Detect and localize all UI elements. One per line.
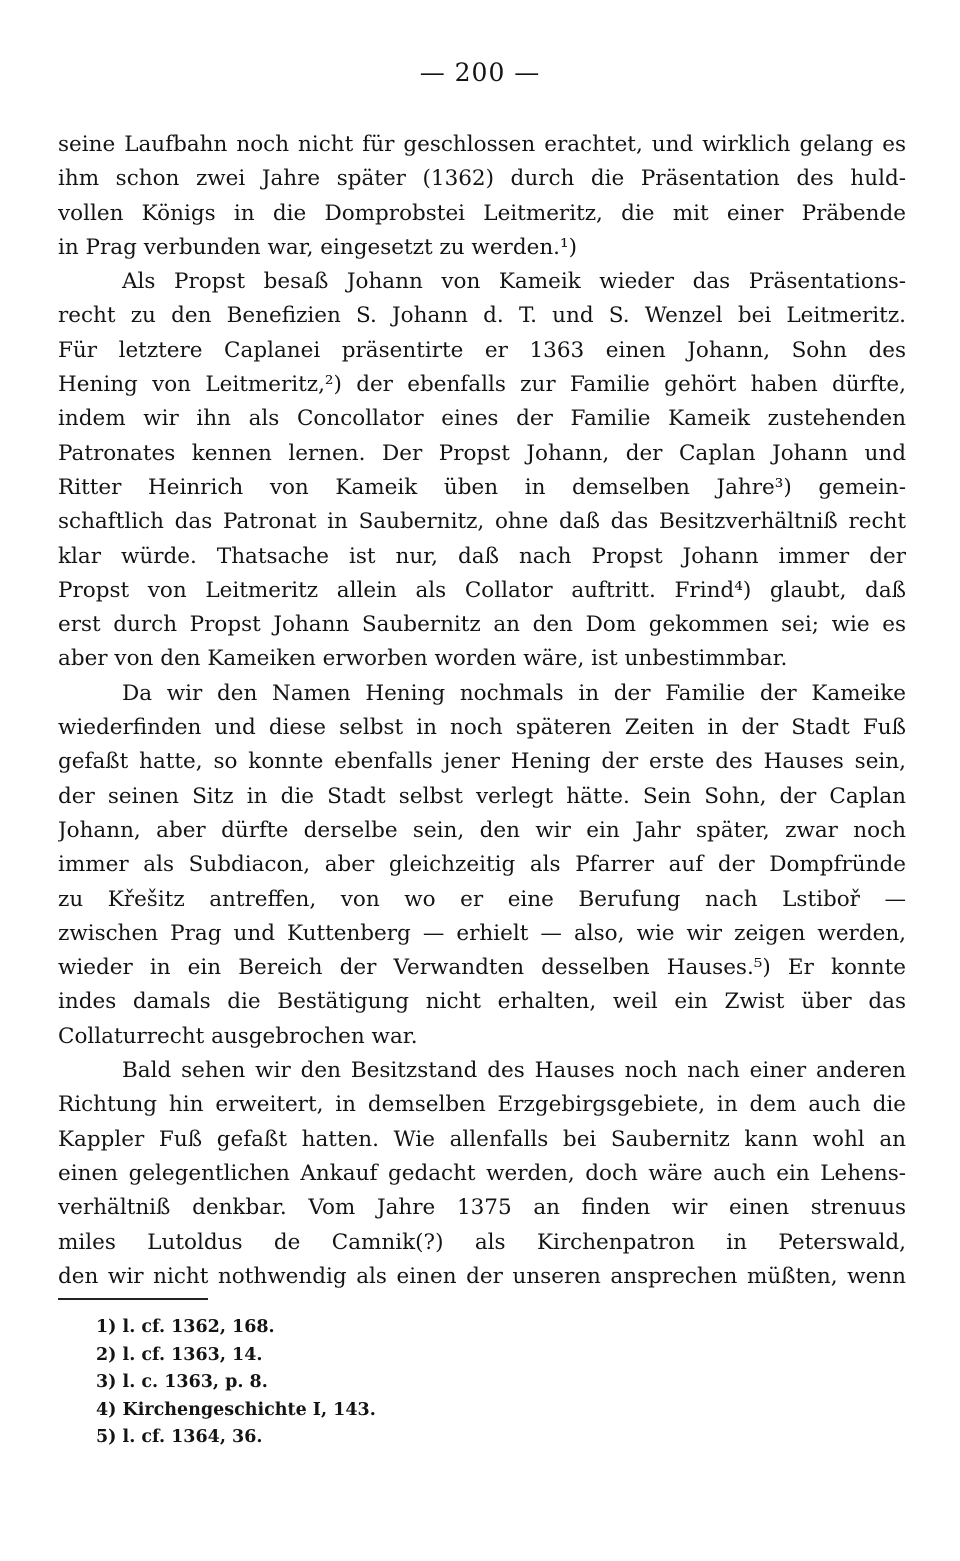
- text-line: erst durch Propst Johann Saubernitz an den Dom gekommen sei; wie es: [58, 612, 906, 638]
- text-line: Ritter Heinrich von Kameik üben in demselben Jahre³) gemein-: [58, 474, 906, 500]
- text-line: immer als Subdiacon, aber gleichzeitig als Pfarrer auf der Dompfründe: [58, 852, 906, 878]
- text-line: gefaßt hatte, so konnte ebenfalls jener Hening der erste des Hauses sein,: [58, 749, 906, 775]
- text-line: Richtung hin erweitert, in demselben Erzgebirgsgebiete, in dem auch die: [58, 1092, 906, 1118]
- text-line: aber von den Kameiken erworben worden wäre, ist unbestimmbar.: [58, 646, 788, 672]
- text-line: in Prag verbunden war, eingesetzt zu werden.¹): [58, 234, 578, 260]
- text-line: schaftlich das Patronat in Saubernitz, ohne daß das Besitzverhältniß recht: [58, 509, 906, 535]
- text-line: Patronates kennen lernen. Der Propst Johann, der Caplan Johann und: [58, 440, 906, 466]
- text-line: klar würde. Thatsache ist nur, daß nach Propst Johann immer der: [58, 543, 906, 569]
- text-line: Für letztere Caplanei präsentirte er 1363 einen Johann, Sohn des: [58, 337, 906, 363]
- footnotes: [96, 1314, 696, 1452]
- text-line: Hening von Leitmeritz,²) der ebenfalls zur Familie gehört haben dürfte,: [58, 372, 906, 398]
- text-line: den wir nicht nothwendig als einen der unseren ansprechen müßten, wenn: [58, 1263, 906, 1289]
- text-line: ihm schon zwei Jahre später (1362) durch die Präsentation des huld-: [58, 166, 906, 192]
- text-line: einen gelegentlichen Ankauf gedacht werden, doch wäre auch ein Lehens-: [58, 1160, 906, 1186]
- text-line: zu Křešitz antreffen, von wo er eine Berufung nach Lstiboř —: [58, 886, 906, 912]
- text-line: miles Lutoldus de Camnik(?) als Kirchenpatron in Peterswald,: [58, 1229, 906, 1255]
- text-line: Propst von Leitmeritz allein als Collator auftritt. Frind⁴) glaubt, daß: [58, 577, 906, 603]
- footnote: 1) l. cf. 1362, 168.: [96, 1317, 275, 1337]
- text-line: indem wir ihn als Concollator eines der Familie Kameik zustehenden: [58, 406, 906, 432]
- footnote: 5) l. cf. 1364, 36.: [96, 1427, 263, 1447]
- text-line: Kappler Fuß gefaßt hatten. Wie allenfalls bei Saubernitz kann wohl an: [58, 1126, 906, 1152]
- text-line: Bald sehen wir den Besitzstand des Hauses noch nach einer anderen: [122, 1058, 906, 1084]
- footnote: 4) Kirchengeschichte I, 143.: [96, 1399, 376, 1420]
- text-line: wiederfinden und diese selbst in noch späteren Zeiten in der Stadt Fuß: [58, 715, 906, 741]
- text-line: Da wir den Namen Hening nochmals in der Familie der Kameike: [122, 680, 906, 706]
- text-line: der seinen Sitz in die Stadt selbst verlegt hätte. Sein Sohn, der Caplan: [58, 783, 906, 809]
- page-number: — 200 —: [419, 58, 541, 87]
- text-line: seine Laufbahn noch nicht für geschlossen erachtet, und wirklich gelang es: [58, 132, 906, 157]
- text-line: wieder in ein Bereich der Verwandten desselben Hauses.⁵) Er konnte: [58, 955, 906, 981]
- footnote: 3) l. c. 1363, p. 8.: [96, 1372, 268, 1392]
- footnote-divider: [58, 1298, 208, 1300]
- text-line: Johann, aber dürfte derselbe sein, den wir ein Jahr später, zwar noch: [58, 817, 906, 843]
- text-line: Als Propst besaß Johann von Kameik wieder das Präsentations-: [122, 269, 906, 295]
- body-text: [58, 128, 906, 1294]
- text-line: verhältniß denkbar. Vom Jahre 1375 an finden wir einen strenuus: [58, 1195, 906, 1221]
- text-line: zwischen Prag und Kuttenberg — erhielt — also, wie wir zeigen werden,: [58, 920, 906, 946]
- footnote: 2) l. cf. 1363, 14.: [96, 1344, 263, 1365]
- text-line: indes damals die Bestätigung nicht erhalten, weil ein Zwist über das: [58, 989, 906, 1015]
- text-line: Collaturrecht ausgebrochen war.: [58, 1023, 418, 1049]
- text-line: recht zu den Benefizien S. Johann d. T. und S. Wenzel bei Leitmeritz.: [58, 303, 906, 329]
- text-line: vollen Königs in die Domprobstei Leitmeritz, die mit einer Präbende: [58, 200, 906, 226]
